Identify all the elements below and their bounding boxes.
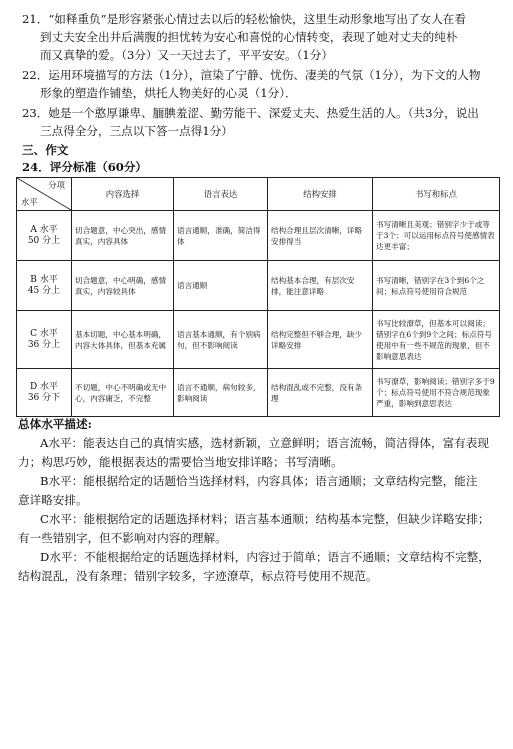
table-row (17, 369, 500, 417)
summary-c-line-2: 有一些错别字，但不影响对内容的理解。 (18, 531, 227, 545)
level-cell (17, 261, 72, 311)
writing-cell: 书写清晰，错别字在3个到6个之间；标点符号使用符合规范 (373, 261, 500, 311)
corner-bottom-label: 水平 (21, 197, 38, 207)
summary-a-line-2: 力；构思巧妙，能根据表达的需要恰当地安排详略；书写清晰。 (18, 455, 343, 469)
summary-a-line-1: A水平：能表达自己的真情实感，选材新颖，立意鲜明；语言流畅，简洁得体，富有表现 (40, 436, 489, 450)
structure-cell: 结构基本合理，有层次安排，能注意详略 (268, 261, 373, 311)
q21-line-2: 到丈夫安全出井后满腹的担忧转为安心和喜悦的心情转变，表现了她对丈夫的纯朴 (40, 30, 458, 44)
level-score: 45 分上 (27, 285, 61, 296)
level-cell (17, 311, 72, 369)
writing-cell: 书写潦草，影响阅读；错别字多于9个；标点符号使用不符合规范现象严重，影响到意思表达 (373, 369, 500, 417)
table-row (17, 261, 500, 311)
structure-cell: 结构合理且层次清晰，详略安排得当 (268, 211, 373, 261)
language-cell: 语言通顺 (174, 261, 268, 311)
content-cell: 切合题意，中心明确，感情真实，内容较具体 (72, 261, 174, 311)
structure-cell: 结构完整但不够合理，缺少详略安排 (268, 311, 373, 369)
level-score: 36 分下 (27, 392, 61, 403)
table-row (17, 311, 500, 369)
summary-title: 总体水平描述: (18, 417, 92, 431)
writing-cell: 书写清晰且美观；错别字少于或等于3个；可以运用标点符号使感情表达更丰富； (373, 211, 500, 261)
q21-line-1: 21．“如释重负”是形容紧张心情过去以后的轻松愉快，这里生动形象地写出了女人在看 (22, 12, 466, 26)
q22-line-2: 形象的塑造作铺垫，烘托人物美好的心灵（1分）． (40, 86, 297, 100)
language-cell: 语言不通顺，病句较多，影响阅读 (174, 369, 268, 417)
level-score: 50 分上 (27, 235, 61, 246)
q24-heading: 24．评分标准（60分） (22, 160, 148, 174)
level-score: 36 分上 (27, 339, 61, 350)
q22-line-1: 22．运用环境描写的方法（1分），渲染了宁静、忧伤、凄美的气氛（1分），为下文的人物 (22, 68, 481, 82)
language-cell: 语言通顺，准确，简洁得体 (174, 211, 268, 261)
structure-cell: 结构混乱或不完整，没有条理 (268, 369, 373, 417)
header-content: 内容选择 (72, 178, 174, 211)
table-header-row (17, 178, 500, 211)
q21-line-3: 而又真挚的爱。（3分）又一天过去了，平平安安。（1分） (40, 48, 333, 62)
summary-b-line-2: 意详略安排。 (18, 493, 88, 507)
corner-cell (17, 178, 72, 211)
language-cell: 语言基本通顺，有个别病句，但不影响阅读 (174, 311, 268, 369)
writing-cell: 书写比较潦草，但基本可以阅读；错别字在6个到9个之间；标点符号使用中有一些不规范的现象，但不影响意思表达 (373, 311, 500, 369)
summary-d-line-2: 结构混乱，没有条理；错别字较多，字迹潦草，标点符号使用不规范。 (18, 569, 378, 583)
level-name: C 水平 (30, 328, 58, 339)
content-cell: 基本切题，中心基本明确，内容大体具体，但基本充属 (72, 311, 174, 369)
q23-line-2: 三点得全分，三点以下答一点得1分） (40, 124, 233, 138)
level-name: A 水平 (30, 224, 58, 235)
q23-line-1: 23．她是一个憨厚谦卑、腼腆羞涩、勤劳能干、深爱丈夫、热爱生活的人。（共3分，说出 (22, 106, 479, 120)
table-row (17, 211, 500, 261)
level-cell (17, 369, 72, 417)
corner-top-label: 分项 (48, 180, 65, 190)
summary-b-line-1: B水平：能根据给定的话题恰当选择材料，内容具体；语言通顺；文章结构完整，能注 (40, 474, 478, 488)
summary-d-line-1: D水平：不能根据给定的话题选择材料，内容过于简单；语言不通顺；文章结构不完整， (40, 550, 490, 564)
section-heading: 三、作文 (22, 143, 69, 157)
level-name: D 水平 (29, 381, 59, 392)
content-cell: 切合题意，中心突出，感情真实，内容具体 (72, 211, 174, 261)
summary-c-line-1: C水平：能根据给定的话题选择材料；语言基本通顺；结构基本完整，但缺少详略安排； (40, 512, 490, 526)
header-language: 语言表达 (174, 178, 268, 211)
content-cell: 不切题，中心不明确或无中心，内容庸乏，不完整 (72, 369, 174, 417)
header-writing: 书写和标点 (373, 178, 500, 211)
level-name: B 水平 (30, 274, 58, 285)
scoring-table (16, 177, 500, 417)
level-cell (17, 211, 72, 261)
header-structure: 结构安排 (268, 178, 373, 211)
